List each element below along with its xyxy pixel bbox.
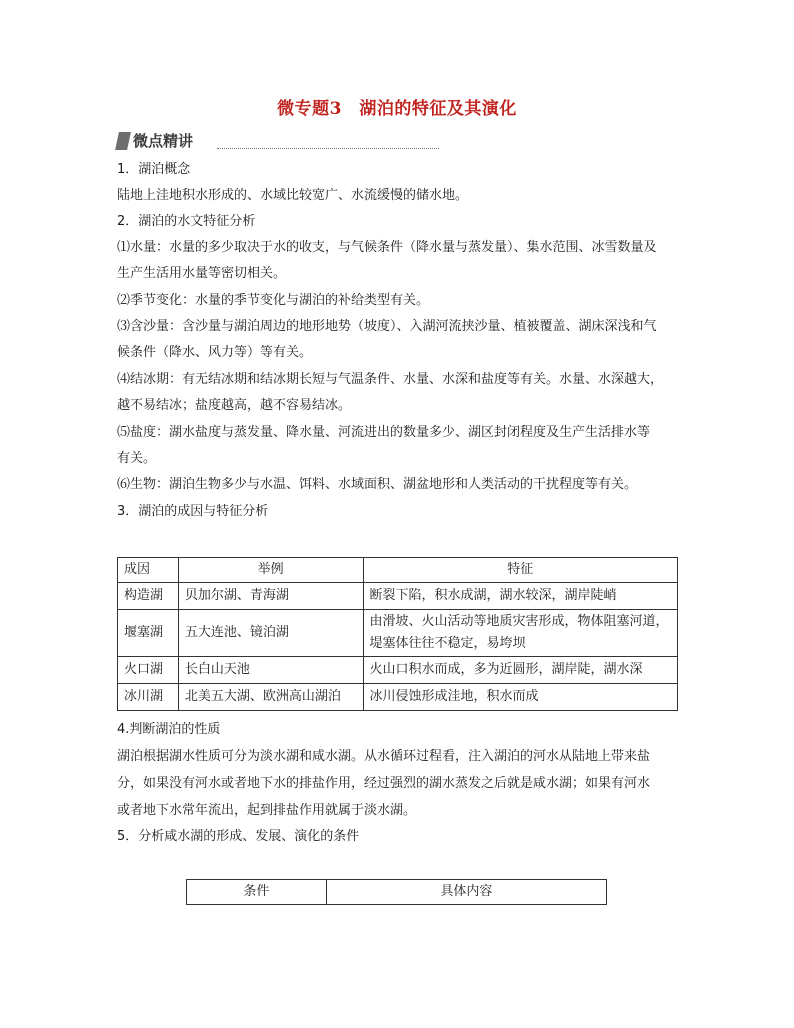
heading-formation: 3．湖泊的成因与特征分析 bbox=[117, 504, 269, 519]
paragraph-biology: ⑹生物：湖泊生物多少与水温、饵料、水域面积、湖盆地形和人类活动的干扰程度等有关。 bbox=[117, 477, 638, 492]
section-header bbox=[117, 130, 439, 152]
table-header-cell: 特征 bbox=[363, 558, 677, 583]
table-cell: 火口湖 bbox=[118, 657, 179, 684]
heading-lake-concept: 1．湖泊概念 bbox=[117, 162, 191, 177]
paragraph-sediment-cont: 候条件（降水、风力等）等有关。 bbox=[117, 345, 313, 360]
table-cell: 冰川湖 bbox=[118, 684, 179, 711]
table-cell: 五大连池、镜泊湖 bbox=[178, 610, 363, 657]
table-cell: 火山口积水而成，多为近圆形，湖岸陡，湖水深 bbox=[363, 657, 677, 684]
paragraph-water-volume: ⑴水量：水量的多少取决于水的收支，与气候条件（降水量与蒸发量）、集水范围、冰雪数量及 bbox=[117, 240, 657, 255]
table-cell: 断裂下陷，积水成湖，湖水较深，湖岸陡峭 bbox=[363, 583, 677, 610]
paragraph-sediment: ⑶含沙量：含沙量与湖泊周边的地形地势（坡度）、入湖河流挟沙量、植被覆盖、湖床深浅和气 bbox=[117, 319, 657, 334]
paragraph-water-volume-cont: 生产生活用水量等密切相关。 bbox=[117, 266, 287, 281]
formation-table bbox=[117, 557, 678, 711]
paragraph-salinity-cont: 有关。 bbox=[117, 451, 157, 466]
table-header-cell: 举例 bbox=[178, 558, 363, 583]
table-header-row bbox=[118, 558, 678, 583]
salt-lake-table bbox=[186, 879, 607, 905]
section-header-rule bbox=[217, 148, 439, 149]
table-header-cell: 条件 bbox=[187, 880, 327, 905]
table-cell: 冰川侵蚀形成洼地，积水而成 bbox=[363, 684, 677, 711]
table-row bbox=[118, 684, 678, 711]
page-title: 微专题3 湖泊的特征及其演化 bbox=[277, 99, 517, 119]
section-header-label: 微点精讲 bbox=[133, 132, 194, 150]
table-cell: 贝加尔湖、青海湖 bbox=[178, 583, 363, 610]
paragraph-freezing-cont: 越不易结冰；盐度越高，越不容易结冰。 bbox=[117, 398, 352, 413]
table-row bbox=[118, 610, 678, 657]
heading-salt-lake: 5．分析咸水湖的形成、发展、演化的条件 bbox=[117, 829, 360, 844]
table-header-cell: 成因 bbox=[118, 558, 179, 583]
paragraph-lake-nature-cont: 分，如果没有河水或者地下水的排盐作用，经过强烈的湖水蒸发之后就是咸水湖；如果有河水 bbox=[117, 776, 651, 791]
table-row bbox=[118, 583, 678, 610]
table-cell: 堰塞湖 bbox=[118, 610, 179, 657]
table-cell: 由滑坡、火山活动等地质灾害形成，物体阻塞河道，堤塞体往往不稳定，易垮坝 bbox=[363, 610, 677, 657]
table-cell: 北美五大湖、欧洲高山湖泊 bbox=[178, 684, 363, 711]
paragraph-lake-nature-cont2: 或者地下水常年流出，起到排盐作用就属于淡水湖。 bbox=[117, 803, 417, 818]
section-header-bar bbox=[115, 132, 131, 150]
table-header-cell: 具体内容 bbox=[326, 880, 606, 905]
paragraph-lake-definition: 陆地上洼地积水形成的、水域比较宽广、水流缓慢的储水地。 bbox=[117, 188, 469, 203]
table-header-row bbox=[187, 880, 607, 905]
paragraph-freezing: ⑷结冰期：有无结冰期和结冰期长短与气温条件、水量、水深和盐度等有关。水量、水深越大， bbox=[117, 372, 664, 387]
paragraph-seasonal-change: ⑵季节变化：水量的季节变化与湖泊的补给类型有关。 bbox=[117, 293, 430, 308]
heading-hydrology: 2．湖泊的水文特征分析 bbox=[117, 214, 256, 229]
paragraph-salinity: ⑸盐度：湖水盐度与蒸发量、降水量、河流进出的数量多少、湖区封闭程度及生产生活排水等 bbox=[117, 425, 651, 440]
table-cell: 构造湖 bbox=[118, 583, 179, 610]
paragraph-lake-nature: 湖泊根据湖水性质可分为淡水湖和咸水湖。从水循环过程看，注入湖泊的河水从陆地上带来盐 bbox=[117, 749, 651, 764]
table-cell: 长白山天池 bbox=[178, 657, 363, 684]
table-row bbox=[118, 657, 678, 684]
heading-lake-nature: 4.判断湖泊的性质 bbox=[117, 722, 221, 737]
